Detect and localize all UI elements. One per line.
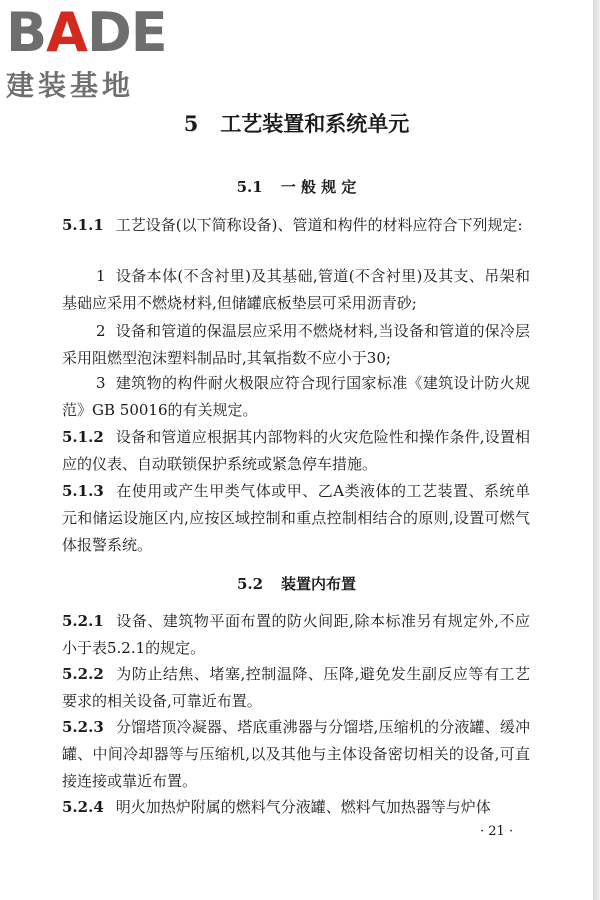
publisher-logo: [6, 1, 167, 104]
clause-paragraph: 5.1.2 设备和管道应根据其内部物料的火灾危险性和操作条件,设置相应的仪表、自动联锁保护系统或紧急停车措施。: [62, 428, 530, 473]
list-item-paragraph: 3 建筑物的构件耐火极限应符合现行国家标准《建筑设计防火规范》GB 50016的有关规定。: [62, 374, 530, 419]
clause-paragraph: 5.2.4 明火加热炉附属的燃料气分液罐、燃料气加热器等与炉体: [62, 798, 491, 816]
list-item-paragraph: 2 设备和管道的保温层应采用不燃烧材料,当设备和管道的保冷层采用阻燃型泡沫塑料制品时,其氧指数不应小于30;: [62, 322, 530, 367]
logo-subtitle: 建装基地: [6, 69, 135, 102]
section-title: 5.2 装置内布置: [236, 575, 357, 593]
clause-paragraph: 5.1.1 工艺设备(以下简称设备)、管道和构件的材料应符合下列规定:: [62, 216, 523, 234]
clause-paragraph: 5.1.3 在使用或产生甲类气体或甲、乙A类液体的工艺装置、系统单元和储运设施区内,应按区域控制和重点控制相结合的原则,设置可燃气体报警系统。: [62, 482, 530, 554]
page-edge-shadow: [593, 0, 600, 900]
chapter-title: 5 工艺装置和系统单元: [183, 111, 410, 136]
list-item-paragraph: 1 设备本体(不含衬里)及其基础,管道(不含衬里)及其支、吊架和基础应采用不燃烧材料,但储罐底板垫层可采用沥青砂;: [62, 267, 530, 312]
page-number: · 21 ·: [480, 824, 514, 839]
logo-wordmark: B A DE: [6, 1, 167, 64]
section-title: 5.1 一 般 规 定: [236, 178, 357, 196]
clause-paragraph: 5.2.2 为防止结焦、堵塞,控制温降、压降,避免发生副反应等有工艺要求的相关设备,可靠近布置。: [62, 665, 530, 710]
clause-paragraph: 5.2.3 分馏塔顶冷凝器、塔底重沸器与分馏塔,压缩机的分液罐、缓冲罐、中间冷却器等与压缩机,以及其他与主体设备密切相关的设备,可直接连接或靠近布置。: [62, 718, 530, 790]
clause-paragraph: 5.2.1 设备、建筑物平面布置的防火间距,除本标准另有规定外,不应小于表5.2.1的规定。: [62, 612, 530, 657]
